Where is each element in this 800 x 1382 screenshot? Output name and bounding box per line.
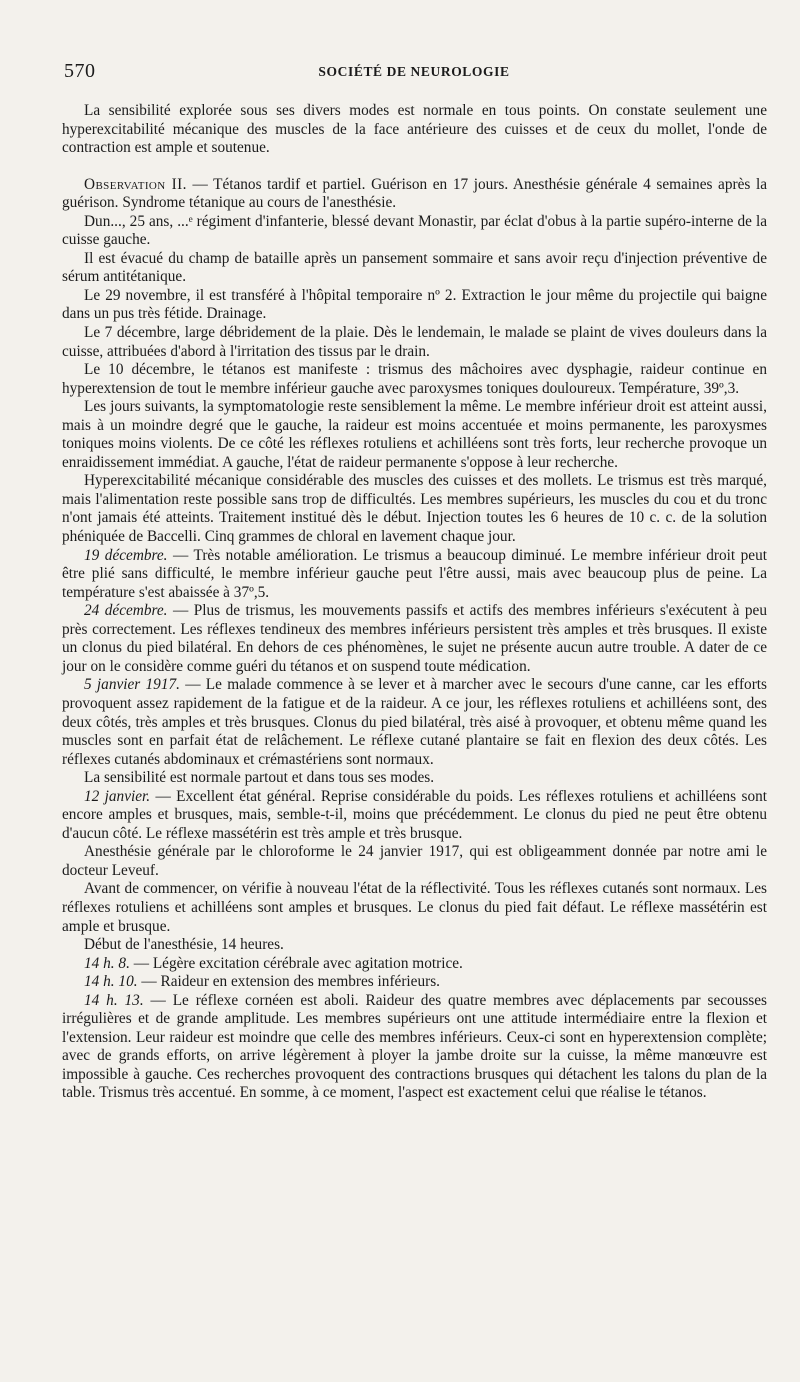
dated-entry: 5 janvier 1917. — Le malade commence à se lever et à marcher avec le secours d'une canne, car les efforts provoquent assez rapidement de la fatigue et de la raideur. A ce jour, les réflexes rotuliens et achilléens sont, des deux côtés, très amples et très brusques. Clonus du pied bilatéral, très aisé à provoquer, et obtenu même quand les muscles sont en parfait état de relâchement. Le réflexe cutané plantaire se fait en flexion des deux côtés. Les réflexes cutanés abdominaux et crémastériens sont normaux. <box>62 676 767 768</box>
observation-label: Observation II. <box>84 175 187 193</box>
paragraph: Les jours suivants, la symptomatologie reste sensiblement la même. Le membre inférieur droit est atteint aussi, mais à un moindre degré que le gauche, la raideur est moins accentuée et moins permanente, les paroxysmes toniques moins violents. De ce côté les réflexes rotuliens et achilléens sont très forts, leur recherche provoque un enraidissement immédiat. A gauche, l'état de raideur permanente s'oppose à leur recherche. <box>62 398 767 471</box>
paragraph: La sensibilité est normale partout et dans tous ses modes. <box>84 769 435 787</box>
page-header <box>64 60 764 86</box>
paragraph: Anesthésie générale par le chloroforme le 24 janvier 1917, qui est obligeamment donnée par notre ami le docteur Leveuf. <box>62 843 767 879</box>
paragraph: Début de l'anesthésie, 14 heures. <box>84 936 284 954</box>
date-label: 24 décembre. <box>84 602 168 620</box>
paragraph: Avant de commencer, on vérifie à nouveau l'état de la réflectivité. Tous les réflexes cutanés sont normaux. Les réflexes rotuliens et achilléens sont amples et brusques. Le clonus du pied fait défaut. Le réflexe massétérin est ample et brusque. <box>62 880 767 935</box>
date-label: 12 janvier. <box>84 787 151 805</box>
time-label: 14 h. 13. <box>84 991 144 1009</box>
dated-entry: 19 décembre. — Très notable amélioration. Le trismus a beaucoup diminué. Le membre inférieur droit peut être plié sans difficulté, le membre inférieur gauche peut l'être aussi, mais avec beaucoup plus de peine. La température s'est abaissée à 37º,5. <box>62 546 767 601</box>
paragraph: Il est évacué du champ de bataille après un pansement sommaire et sans avoir reçu d'injection préventive de sérum antitétanique. <box>62 249 767 286</box>
time-label: 14 h. 10. <box>84 973 138 991</box>
timed-entry: 14 h. 13. — Le réflexe cornéen est aboli. Raideur des quatre membres avec déplacements par secousses irrégulières et de grande amplitude. Les membres supérieurs ont une attitude intermédiaire entre la flexion et l'extension. Leur raideur est moindre que celle des membres inférieurs. Ceux-ci sont en hyperextension complète; avec de grands efforts, on arrive légèrement à ployer la jambe droite sur la cuisse, la même manœuvre est impossible à gauche. Ces recherches provoquent des contractions brusques qui détachent les talons du plan de la table. Trismus très accentué. En somme, à ce moment, l'aspect est exactement celui que réalise le tétanos. <box>62 991 768 1102</box>
paragraph: La sensibilité explorée sous ses divers modes est normale en tous points. On constate seulement une hyperexcitabilité mécanique des muscles de la face antérieure des cuisses et de ceux du mollet, l'onde de contraction est ample et soutenue. <box>62 102 767 157</box>
timed-entry: 14 h. 10. — Raideur en extension des membres inférieurs. <box>84 973 440 991</box>
dated-entry: 24 décembre. — Plus de trismus, les mouvements passifs et actifs des membres inférieurs s'exécutent à peu près correctement. Les réflexes tendineux des membres inférieurs persistent très amples et très brusques. Il existe un clonus du pied bilatéral. En dehors de ces phénomènes, le sujet ne présente aucun autre trouble. A dater de ce jour on le considère comme guéri du tétanos et on suspend toute médication. <box>62 602 767 675</box>
paragraph: Le 7 décembre, large débridement de la plaie. Dès le lendemain, le malade se plaint de vives douleurs dans la cuisse, attribuées d'abord à l'irritation des tissus par le drain. <box>62 324 767 360</box>
body-text <box>62 102 767 1103</box>
paragraph: Le 29 novembre, il est transféré à l'hôpital temporaire nº 2. Extraction le jour même du projectile qui baigne dans un pus très fétide. Drainage. <box>62 286 767 323</box>
time-label: 14 h. 8. <box>84 954 130 972</box>
timed-entry: 14 h. 8. — Légère excitation cérébrale avec agitation motrice. <box>84 954 463 972</box>
date-label: 5 janvier 1917. <box>84 676 180 694</box>
observation-heading-paragraph: Observation II. — Tétanos tardif et partiel. Guérison en 17 jours. Anesthésie générale 4 semaines après la guérison. Syndrome tétanique au cours de l'anesthésie. <box>62 175 767 212</box>
paragraph: Le 10 décembre, le tétanos est manifeste : trismus des mâchoires avec dysphagie, raideur continue en hyperextension de tout le membre inférieur gauche avec paroxysmes toniques douloureux. Température, 39º,3. <box>62 361 767 397</box>
running-head: SOCIÉTÉ DE NEUROLOGIE <box>318 64 510 79</box>
page-number: 570 <box>64 60 96 82</box>
date-label: 19 décembre. <box>84 546 168 564</box>
paragraph: Hyperexcitabilité mécanique considérable des muscles des cuisses et des mollets. Le trismus est très marqué, mais l'alimentation reste possible sans trop de difficultés. Les membres supérieurs, les muscles du cou et du tronc n'ont jamais été atteints. Traitement institué dès le début. Injection toutes les 6 heures de 10 c. c. de la solution phéniquée de Baccelli. Cinq grammes de chloral en lavement chaque jour. <box>62 472 767 546</box>
dated-entry: 12 janvier. — Excellent état général. Reprise considérable du poids. Les réflexes rotuliens et achilléens sont encore amples et brusques, mais, semble-t-il, moins que précédemment. Le clonus du pied ne peut être obtenu d'aucun côté. Le réflexe massétérin est très ample et très brusque. <box>62 787 767 842</box>
paragraph: Dun..., 25 ans, ...ᵉ régiment d'infanterie, blessé devant Monastir, par éclat d'obus à la partie supéro-interne de la cuisse gauche. <box>62 212 767 249</box>
